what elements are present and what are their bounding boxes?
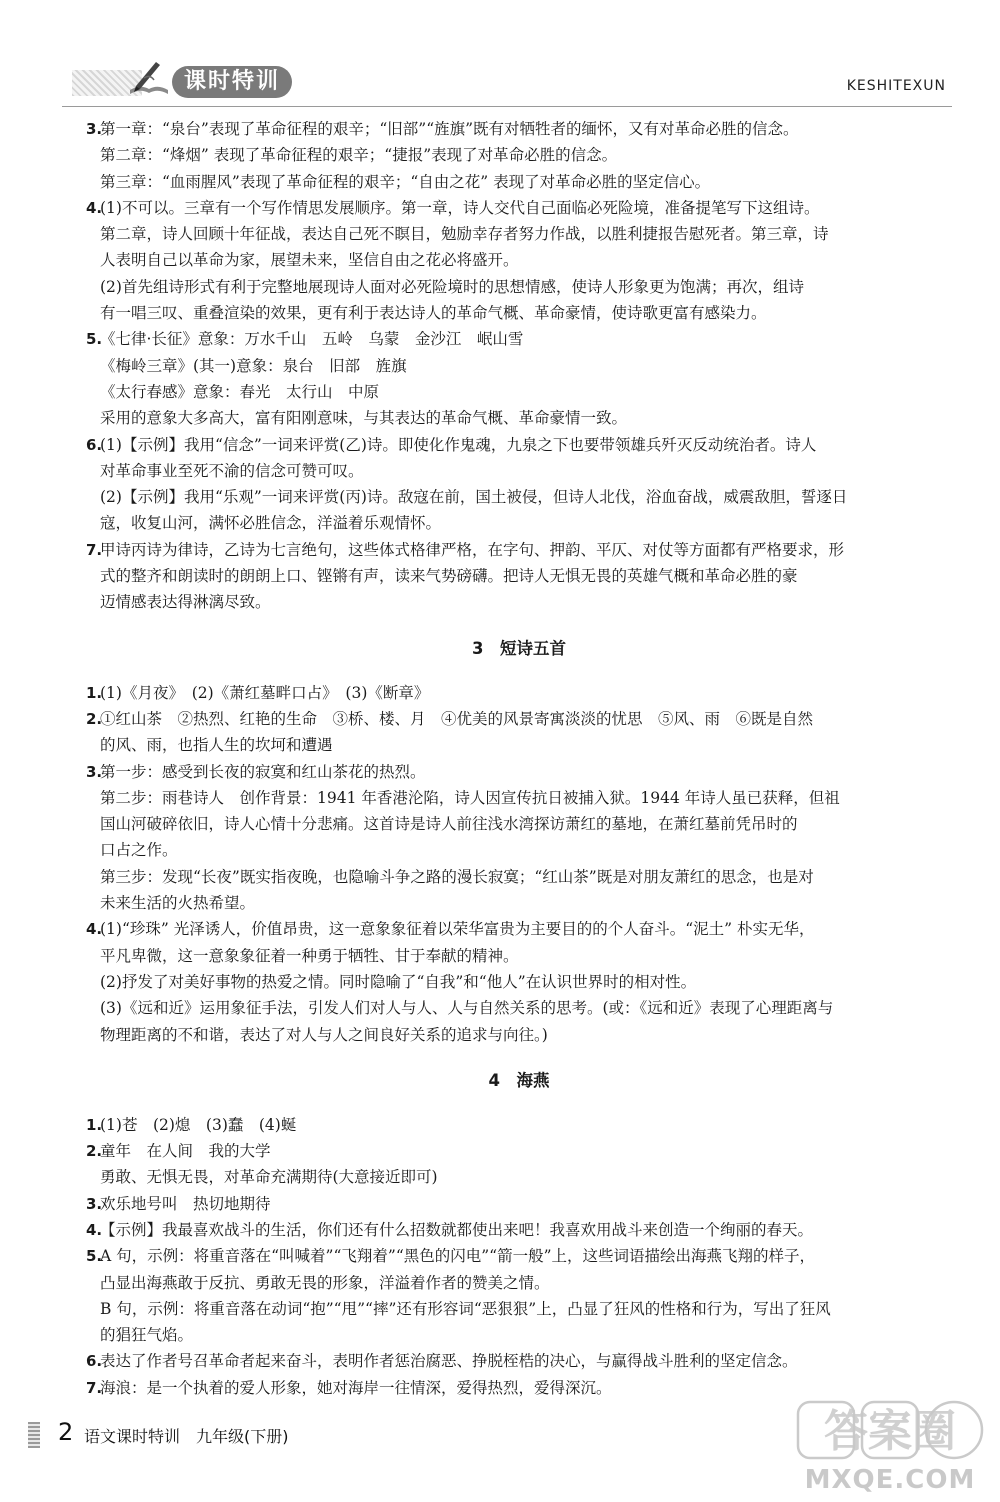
answer-line: ①红山茶 ②热烈、红艳的生命 ③桥、楼、月 ④优美的风景寄寓淡淡的忧思 ⑤风、雨 ⑥既是自然 (100, 709, 814, 728)
answer-line: 寇，收复山河，满怀必胜信念，洋溢着乐观情怀。 (100, 514, 442, 533)
header-rule (62, 106, 952, 107)
answer-line: A 句，示例：将重音落在“叫喊着”“飞翔着”“黑色的闪电”“箭一般”上，这些词语描绘出海燕飞翔的样子， (100, 1247, 816, 1266)
book-title: 语文课时特训 九年级(下册) (84, 1427, 289, 1446)
item-number: 4. (86, 920, 103, 939)
answer-line: 《太行春感》意象：春光 太行山 中原 (100, 382, 380, 401)
answer-line: 海浪：是一个执着的爱人形象，她对海岸一往情深，爱得热烈，爱得深沉。 (100, 1378, 612, 1397)
answer-item (86, 706, 952, 759)
item-number: 3. (86, 120, 103, 138)
item-number: 5. (86, 1247, 103, 1266)
logo-text: 课时特训 (172, 66, 292, 98)
answer-line: (2)抒发了对美好事物的热爱之情。同时隐喻了“自我”和“他人”在认识世界时的相对性。 (100, 972, 697, 991)
answer-line: 第一章：“泉台”表现了革命征程的艰辛；“旧部”“旌旗”既有对牺牲者的缅怀，又有对革命必胜的信念。 (100, 120, 799, 138)
answer-line: 第三步：发现“长夜”既实指夜晚，也隐喻斗争之路的漫长寂寞；“红山茶”既是对朋友萧红的思念，也是对 (100, 867, 814, 886)
page-header (0, 48, 1000, 108)
item-body (100, 759, 952, 917)
answer-line: 《梅岭三章》(其一)意象：泉台 旧部 旌旗 (100, 356, 407, 375)
answer-line: 第二章，诗人回顾十年征战，表达自己死不瞑目，勉励幸存者努力作战，以胜利捷报告慰死者。第三章，诗 (100, 225, 829, 244)
answer-line: 国山河破碎依旧，诗人心情十分悲痛。这首诗是诗人前往浅水湾探访萧红的墓地，在萧红墓前凭吊时的 (100, 815, 798, 834)
answer-line: 勇敢、无惧无畏，对革命充满期待(大意接近即可) (100, 1168, 438, 1187)
answer-item (86, 1217, 952, 1243)
item-body (100, 537, 952, 616)
answer-item (86, 680, 952, 706)
item-body (100, 1348, 952, 1374)
answer-line: (1)《月夜》 (2)《萧红墓畔口占》 (3)《断章》 (100, 683, 430, 702)
answer-item (86, 195, 952, 326)
answer-line: 童年 在人间 我的大学 (100, 1142, 271, 1161)
section-title: 3 短诗五首 (472, 638, 566, 658)
item-body (100, 1243, 952, 1348)
item-number: 2. (86, 1142, 103, 1161)
answer-line: 表达了作者号召革命者起来奋斗，表明作者惩治腐恶、挣脱桎梏的决心，与赢得战斗胜利的坚定信念。 (100, 1352, 798, 1371)
item-body (100, 1112, 952, 1138)
answer-line: 《七律·长征》意象：万水千山 五岭 乌蒙 金沙江 岷山雪 (100, 330, 524, 349)
answer-line: 第一步：感受到长夜的寂寞和红山茶花的热烈。 (100, 762, 426, 781)
item-number: 7. (86, 1378, 103, 1397)
answer-line: 欢乐地号叫 热切地期待 (100, 1194, 271, 1213)
answer-item (86, 759, 952, 917)
answer-item (86, 1243, 952, 1348)
answer-line: (3)《远和近》运用象征手法，引发人们对人与人、人与自然关系的思考。(或：《远和近》表现了心理距离与 (100, 999, 834, 1018)
answer-line: 第二章：“烽烟” 表现了革命征程的艰辛；“捷报”表现了对革命必胜的信念。 (100, 146, 618, 165)
answer-item (86, 916, 952, 1047)
answer-line: 第三章：“血雨腥风”表现了革命征程的艰辛；“自由之花” 表现了对革命必胜的坚定信心。 (100, 172, 711, 191)
item-body (100, 916, 952, 1047)
item-body (100, 326, 952, 431)
answer-item (86, 537, 952, 616)
answer-item (86, 326, 952, 431)
answer-line: (1)“珍珠” 光泽诱人，价值昂贵，这一意象象征着以荣华富贵为主要目的的个人奋斗。“泥土” 朴实无华， (100, 920, 815, 939)
item-number: 4. (86, 198, 103, 217)
answer-line: 【示例】我最喜欢战斗的生活，你们还有什么招数就都使出来吧！我喜欢用战斗来创造一个绚丽的春天。 (100, 1220, 814, 1239)
answer-item (86, 1112, 952, 1138)
answer-item (86, 1348, 952, 1374)
pen-book-logo-icon (126, 56, 172, 102)
item-number: 3. (86, 1194, 103, 1213)
answer-line: 物理距离的不和谐，表达了对人与人之间良好关系的追求与向往。) (100, 1025, 548, 1044)
answer-line: 凸显出海燕敢于反抗、勇敢无畏的形象，洋溢着作者的赞美之情。 (100, 1273, 550, 1292)
item-number: 6. (86, 435, 103, 454)
item-body (100, 1191, 952, 1217)
answer-line: (1)苍 (2)熄 (3)蠢 (4)蜒 (100, 1115, 297, 1134)
answer-line: (2)【示例】我用“乐观”一词来评赏(丙)诗。敌寇在前，国土被侵，但诗人北伐，浴血奋战，威震敌胆，誓逐日 (100, 488, 848, 507)
answer-line: 第二步：雨巷诗人 创作背景：1941 年香港沦陷，诗人因宣传抗日被捕入狱。1944 年诗人虽已获释，但祖 (100, 788, 840, 807)
answer-line: 甲诗丙诗为律诗，乙诗为七言绝句，这些体式格律严格，在字句、押韵、平仄、对仗等方面都有严格要求，形 (100, 540, 845, 559)
brand-text: KESHITEXUN (846, 78, 946, 94)
answer-line: (1)不可以。三章有一个写作情思发展顺序。第一章，诗人交代自己面临必死险境，准备提笔写下这组诗。 (100, 198, 820, 217)
item-number: 7. (86, 540, 103, 559)
footer-pattern-band (28, 1422, 40, 1448)
answer-item (86, 432, 952, 537)
item-number: 1. (86, 683, 103, 702)
answer-line: 的风、雨，也指人生的坎坷和遭遇 (100, 736, 333, 755)
item-body (100, 680, 952, 706)
answer-line: B 句，示例：将重音落在动词“抱”“甩”“摔”还有形容词“恶狠狠”上，凸显了狂风的性格和行为，写出了狂风 (100, 1299, 831, 1318)
answer-line: 人表明自己以革命为家，展望未来，坚信自由之花必将盛开。 (100, 251, 519, 270)
item-body (100, 706, 952, 759)
answer-line: 有一唱三叹、重叠渲染的效果，更有利于表达诗人的革命气概、革命豪情，使诗歌更富有感染力。 (100, 304, 767, 323)
answer-line: (1)【示例】我用“信念”一词来评赏(乙)诗。即使化作鬼魂，九泉之下也要带领雄兵歼灭反动统治者。诗人 (100, 435, 817, 454)
watermark-url: MXQE.COM (804, 1465, 976, 1495)
item-number: 3. (86, 762, 103, 781)
item-body (100, 116, 952, 195)
item-body (100, 1217, 952, 1243)
item-number: 1. (86, 1115, 103, 1134)
item-number: 6. (86, 1352, 103, 1371)
answer-item (86, 1138, 952, 1191)
section-title: 4 海燕 (488, 1070, 550, 1090)
item-body (100, 1138, 952, 1191)
answer-item (86, 1191, 952, 1217)
page-number: 2 (58, 1418, 74, 1446)
answer-content (86, 116, 952, 1401)
answer-line: 对革命事业至死不渝的信念可赞可叹。 (100, 461, 364, 480)
answer-line: 迈情感表达得淋漓尽致。 (100, 593, 271, 612)
item-body (100, 195, 952, 326)
item-number: 2. (86, 709, 103, 728)
watermark-main-text: 答案圈 (824, 1406, 956, 1457)
watermark-logo (790, 1396, 990, 1496)
item-number: 4. (86, 1220, 103, 1239)
answer-line: (2)首先组诗形式有利于完整地展现诗人面对必死险境时的思想情感，使诗人形象更为饱满；再次，组诗 (100, 277, 804, 296)
item-number: 5. (86, 330, 103, 349)
answer-item (86, 116, 952, 195)
answer-line: 式的整齐和朗读时的朗朗上口、铿锵有声，读来气势磅礴。把诗人无惧无畏的英雄气概和革命必胜的豪 (100, 567, 798, 586)
answer-line: 平凡卑微，这一意象象征着一种勇于牺牲、甘于奉献的精神。 (100, 946, 519, 965)
item-body (100, 432, 952, 537)
answer-line: 口占之作。 (100, 841, 178, 860)
answer-line: 未来生活的火热希望。 (100, 894, 256, 913)
answer-line: 的猖狂气焰。 (100, 1326, 194, 1345)
answer-line: 采用的意象大多高大，富有阳刚意味，与其表达的革命气概、革命豪情一致。 (100, 409, 628, 428)
